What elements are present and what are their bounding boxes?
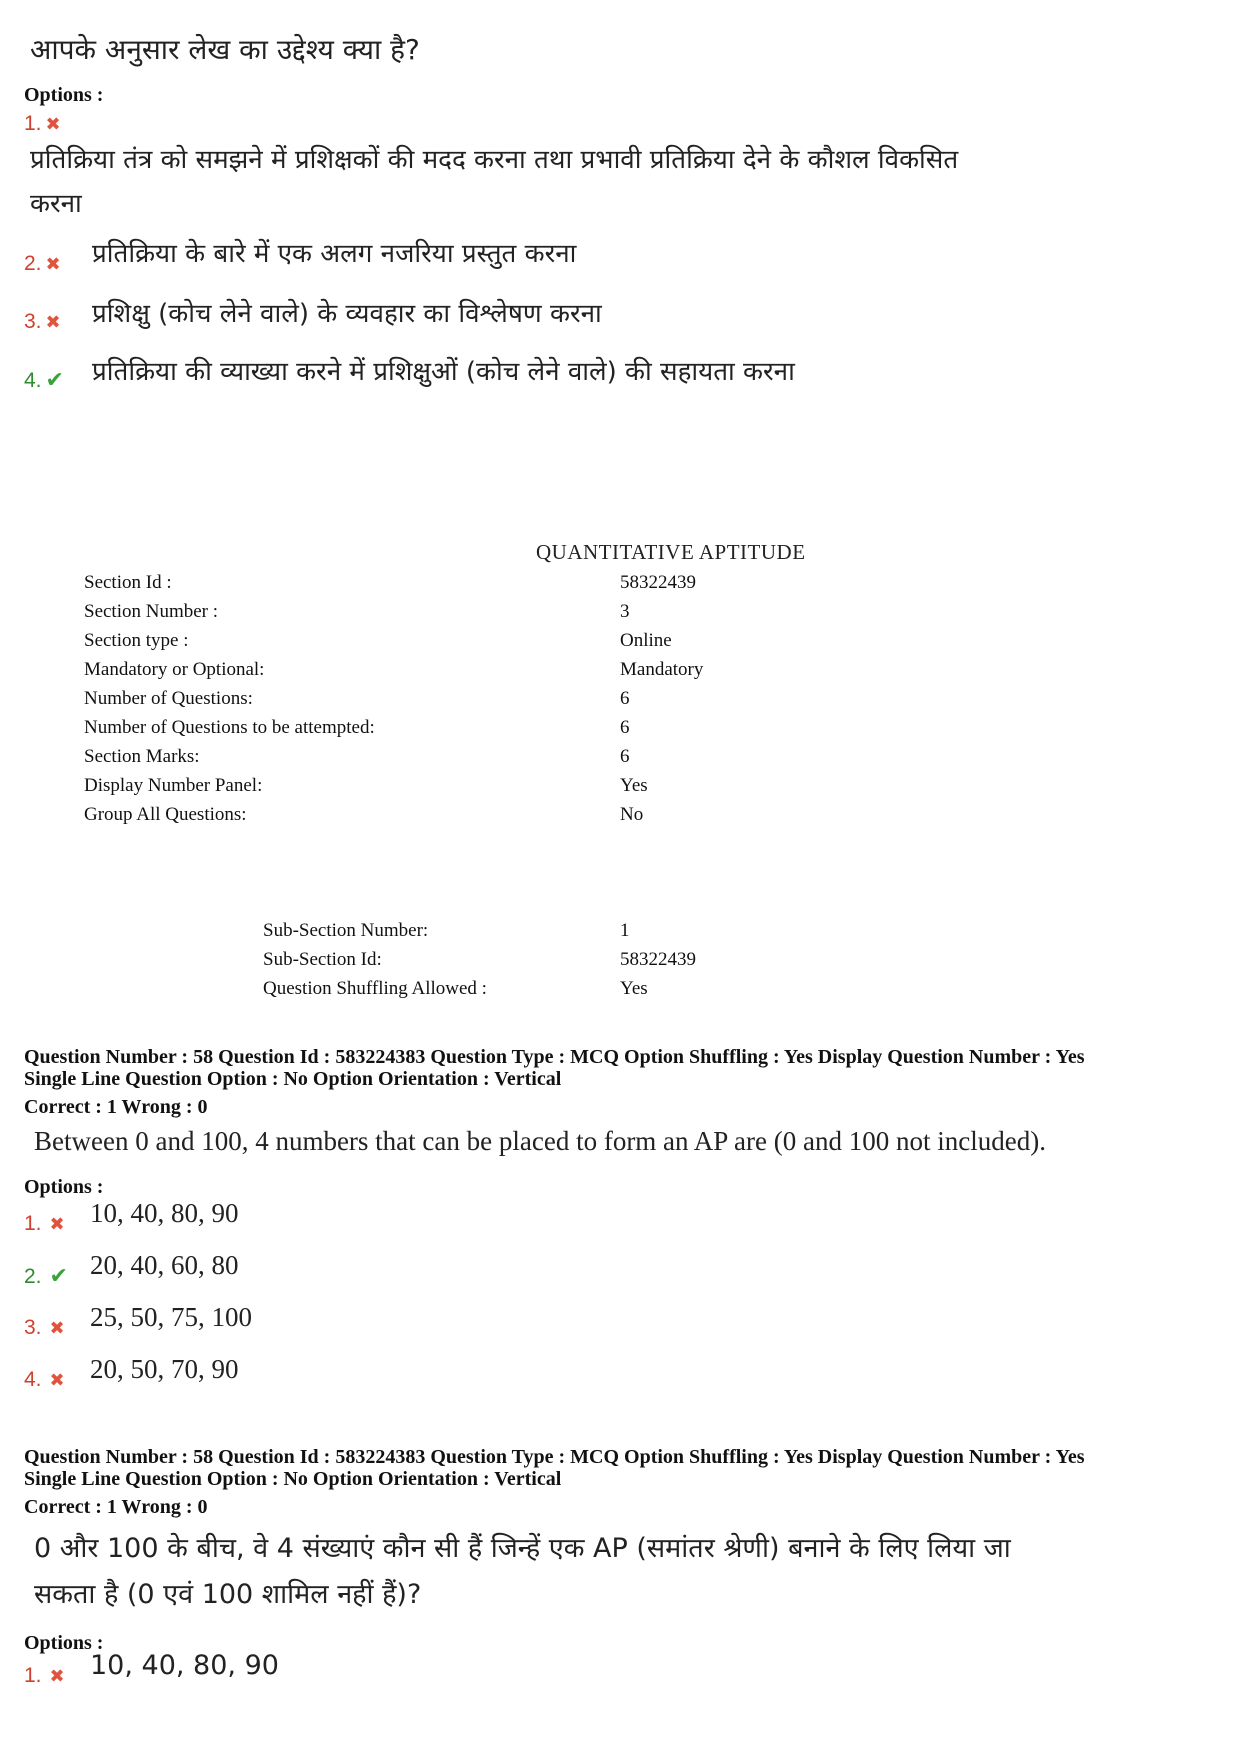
option-item [24, 1316, 65, 1340]
subsection-field-label: Question Shuffling Allowed : [263, 978, 487, 999]
prev-option-2-text: प्रतिक्रिया के बारे में एक अलग नजरिया प्रस्तुत करना [92, 239, 577, 269]
subsection-field-value: Yes [620, 978, 648, 999]
question-text-cont: सकता है (0 एवं 100 शामिल नहीं हैं)? [34, 1579, 422, 1610]
options-label: Options : [24, 1632, 104, 1654]
cross-icon: ✖ [49, 1666, 65, 1687]
option-number: 4. [24, 1368, 42, 1391]
prev-option-2 [24, 252, 61, 276]
prev-option-3-text: प्रशिक्षु (कोच लेने वाले) के व्यवहार का विश्लेषण करना [92, 299, 602, 329]
section-field-label: Section Number : [84, 601, 219, 622]
option-value: 20, 50, 70, 90 [90, 1354, 239, 1384]
check-icon: ✔ [49, 1264, 68, 1289]
cross-icon: ✖ [49, 1370, 65, 1391]
subsection-field-label: Sub-Section Number: [263, 920, 429, 941]
option-number: 2. [24, 252, 42, 275]
section-field-label: Section Id : [84, 572, 172, 593]
option-number: 3. [24, 1316, 42, 1339]
prev-option-4-text: प्रतिक्रिया की व्याख्या करने में प्रशिक्षुओं (कोच लेने वाले) की सहायता करना [92, 357, 795, 387]
question-marks: Correct : 1 Wrong : 0 [24, 1096, 208, 1118]
option-number: 1. [24, 1212, 42, 1235]
section-field-value: 6 [620, 717, 630, 738]
options-label: Options : [24, 1176, 104, 1198]
cross-icon: ✖ [49, 1214, 65, 1235]
question-meta-line-2: Single Line Question Option : No Option Orientation : Vertical [24, 1068, 562, 1090]
cross-icon: ✖ [49, 1318, 65, 1339]
section-field-label: Group All Questions: [84, 804, 247, 825]
cross-icon: ✖ [45, 312, 61, 333]
subsection-field-label: Sub-Section Id: [263, 949, 382, 970]
section-field-value: 3 [620, 601, 630, 622]
section-field-label: Section Marks: [84, 746, 200, 767]
section-field-label: Mandatory or Optional: [84, 659, 265, 680]
section-field-value: Yes [620, 775, 648, 796]
option-value: 10, 40, 80, 90 [90, 1198, 239, 1228]
prev-question-text: आपके अनुसार लेख का उद्देश्य क्या है? [30, 33, 420, 66]
option-number: 4. [24, 369, 42, 392]
options-label: Options : [24, 84, 104, 106]
prev-option-1-text-cont: करना [30, 189, 82, 219]
option-item [24, 1264, 68, 1289]
option-item [24, 1664, 65, 1688]
option-value: 20, 40, 60, 80 [90, 1250, 239, 1280]
option-value: 25, 50, 75, 100 [90, 1302, 252, 1332]
section-field-label: Display Number Panel: [84, 775, 263, 796]
section-field-value: No [620, 804, 644, 825]
section-field-value: Online [620, 630, 672, 651]
cross-icon: ✖ [45, 114, 61, 135]
prev-option-1 [24, 112, 61, 136]
option-number: 3. [24, 310, 42, 333]
prev-option-4 [24, 368, 64, 393]
prev-option-3 [24, 310, 61, 334]
cross-icon: ✖ [45, 254, 61, 275]
option-number: 1. [24, 1664, 42, 1687]
option-number: 2. [24, 1265, 42, 1288]
check-icon: ✔ [45, 368, 64, 393]
question-meta-line-1: Question Number : 58 Question Id : 583224383 Question Type : MCQ Option Shuffling : Yes Display Question Number : Yes [24, 1046, 1085, 1068]
section-title: QUANTITATIVE APTITUDE [536, 540, 806, 564]
question-meta-line-2: Single Line Question Option : No Option Orientation : Vertical [24, 1468, 562, 1490]
section-field-label: Number of Questions to be attempted: [84, 717, 375, 738]
option-value: 10, 40, 80, 90 [90, 1650, 279, 1681]
prev-option-1-text: प्रतिक्रिया तंत्र को समझने में प्रशिक्षकों की मदद करना तथा प्रभावी प्रतिक्रिया देने के कौशल विकसित [30, 145, 959, 175]
option-item [24, 1212, 65, 1236]
section-field-value: Mandatory [620, 659, 704, 680]
subsection-field-value: 58322439 [620, 949, 696, 970]
question-meta-line-1: Question Number : 58 Question Id : 583224383 Question Type : MCQ Option Shuffling : Yes Display Question Number : Yes [24, 1446, 1085, 1468]
question-text: Between 0 and 100, 4 numbers that can be placed to form an AP are (0 and 100 not included). [34, 1126, 1046, 1156]
section-field-label: Number of Questions: [84, 688, 253, 709]
option-item [24, 1368, 65, 1392]
section-field-value: 6 [620, 746, 630, 767]
option-number: 1. [24, 112, 42, 135]
section-field-value: 6 [620, 688, 630, 709]
question-text: 0 और 100 के बीच, वे 4 संख्याएं कौन सी हैं जिन्हें एक AP (समांतर श्रेणी) बनाने के लिए लिया जा [34, 1533, 1011, 1564]
subsection-field-value: 1 [620, 920, 630, 941]
section-field-value: 58322439 [620, 572, 696, 593]
question-marks: Correct : 1 Wrong : 0 [24, 1496, 208, 1518]
section-field-label: Section type : [84, 630, 189, 651]
